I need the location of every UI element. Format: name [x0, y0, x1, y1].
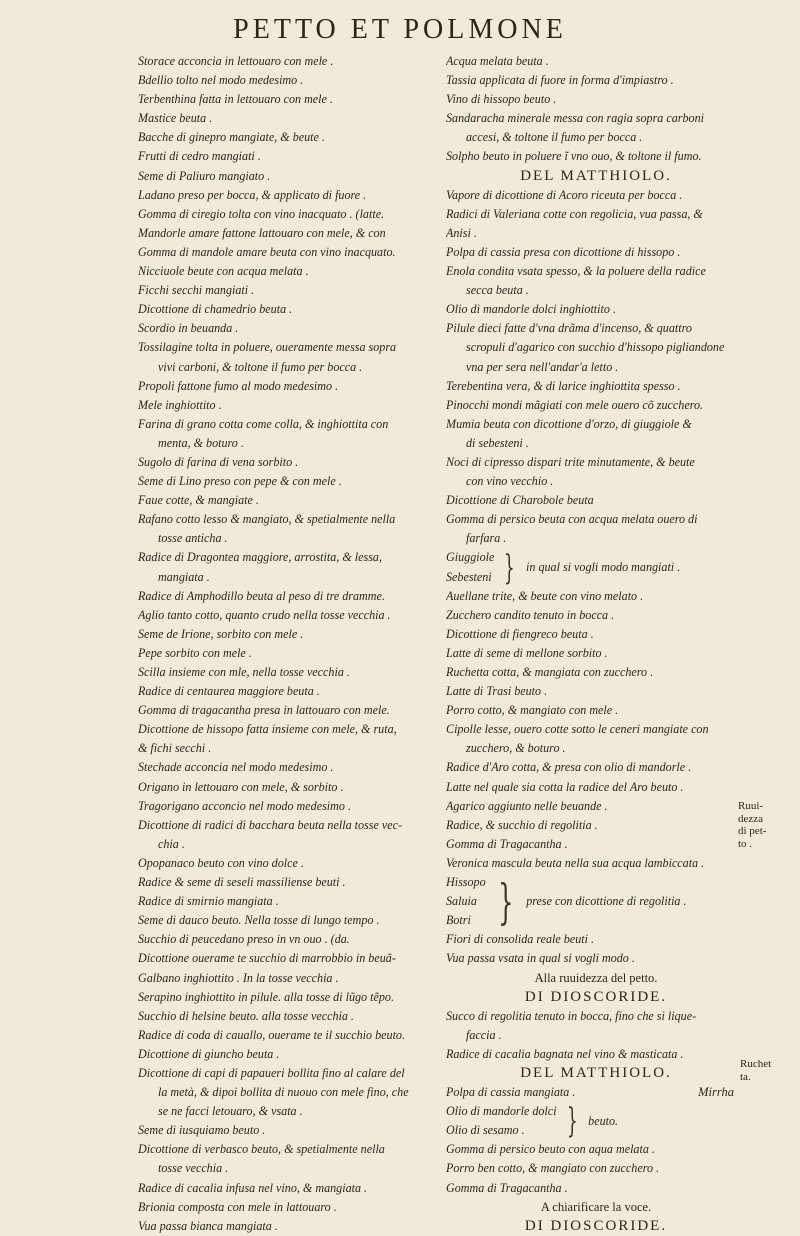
- remedy-line: scropuli d'agarico con succhio d'hissopo pigliandone: [466, 340, 725, 355]
- remedy-line: Dicottione di capi di papaueri bollita fino al calare del: [138, 1065, 405, 1080]
- section-heading: DEL MATTHIOLO.: [520, 167, 672, 184]
- remedy-line: Succo di regolitia tenuto in bocca, fino che si lique-: [446, 1008, 697, 1023]
- remedy-line: Latte di seme di mellone sorbito .: [446, 645, 608, 660]
- group-tail: in qual si vogli modo mangiati .: [526, 560, 681, 575]
- remedy-line: Seme di dauco beuto. Nella tosse di lungo tempo .: [138, 913, 380, 928]
- section-heading: DI DIOSCORIDE.: [524, 1217, 668, 1234]
- remedy-line: Enola condita vsata spesso, & la poluere della radice: [446, 264, 706, 279]
- remedy-line: Mastice beuta .: [138, 111, 213, 126]
- remedy-line: Ficchi secchi mangiati .: [138, 283, 255, 298]
- remedy-line: Acqua melata beuta .: [446, 54, 549, 68]
- remedy-line: Porro ben cotto, & mangiato con zucchero .: [446, 1161, 660, 1176]
- remedy-line: Olio di sesamo .: [446, 1123, 525, 1138]
- remedy-line: Gomma di mandole amare beuta con vino inacquato.: [138, 244, 396, 259]
- remedy-line: vna per sera nell'andar'a letto .: [466, 359, 619, 374]
- remedy-line: Opopanaco beuto con vino dolce .: [138, 855, 304, 870]
- remedy-line: Ladano preso per bocca, & applicato di fuore .: [138, 187, 367, 202]
- remedy-line: tosse vecchia .: [158, 1161, 229, 1176]
- remedy-line: Brionia composta con mele in lattouaro .: [138, 1199, 337, 1214]
- remedy-line: Pilule dieci fatte d'vna drãma d'incenso, & quattro: [446, 321, 692, 336]
- remedy-line: Tassia applicata di fuore in forma d'impiastro .: [446, 73, 674, 88]
- remedy-line: Scilla insieme con mle, nella tosse vecchia .: [138, 665, 350, 679]
- remedy-line: Gomma di persico beuto con aqua melata .: [446, 1142, 655, 1157]
- remedy-line: Mumia beuta con dicottione d'orzo, di giuggiole &: [446, 416, 692, 431]
- remedy-line: chia .: [158, 836, 185, 851]
- remedy-line: Radice di cacalia infusa nel vino, & mangiata .: [138, 1180, 368, 1195]
- remedy-group-hissopo: [446, 873, 746, 930]
- remedy-line: Zucchero candito tenuto in bocca .: [446, 607, 615, 622]
- remedy-line: zucchero, & boturo .: [466, 741, 566, 756]
- remedy-line: Noci di cipresso dispari trite minutamente, & beute: [446, 454, 695, 469]
- group-tail: prese con dicottione di regolitia .: [526, 894, 687, 909]
- remedy-line: Stechade acconcia nel modo medesimo .: [138, 760, 334, 775]
- remedy-line: Olio di mandorle dolci: [446, 1104, 557, 1119]
- remedy-line: Giuggiole: [446, 550, 495, 565]
- remedy-line: Dicottione de hissopo fatta insieme con mele, & ruta,: [138, 722, 397, 737]
- remedy-line: Gomma di ciregio tolta con vino inacquato . (latte.: [138, 206, 385, 221]
- remedy-line: Storace acconcia in lettouaro con mele .: [138, 54, 334, 68]
- remedy-line: Polpa di cassia mangiata .: [446, 1085, 576, 1100]
- remedy-line: Scordio in beuanda .: [138, 321, 239, 336]
- remedy-line: Saluia: [446, 894, 477, 909]
- margin-note: Ruchet ta.: [740, 1058, 772, 1083]
- remedy-line: secca beuta .: [466, 283, 529, 298]
- remedy-line: Agarico aggiunto nelle beuande .: [446, 798, 608, 813]
- remedy-line: Rafano cotto lesso & mangiato, & spetialmente nella: [138, 512, 396, 527]
- remedy-line: con vino vecchio .: [466, 474, 554, 489]
- brace-symbol: }: [504, 547, 516, 588]
- remedy-line: Radice di Amphodillo beuta al peso di tre dramme.: [138, 588, 385, 603]
- group-tail: beuto.: [588, 1113, 619, 1128]
- remedy-line: Terbenthina fatta in lettouaro con mele .: [138, 92, 333, 107]
- remedy-line: Radice d'Aro cotta, & presa con olio di mandorle .: [446, 760, 692, 775]
- remedy-line: Vua passa vsata in qual si vogli modo .: [446, 951, 635, 966]
- remedy-line: Seme de Irione, sorbito con mele .: [138, 626, 304, 641]
- remedy-line: Veronica masculа beuta nella sua acqua lambiccata .: [446, 855, 705, 870]
- remedy-line: mangiata .: [158, 569, 210, 584]
- remedy-line: Mele inghiottito .: [138, 397, 222, 412]
- remedy-group-olio: [446, 1102, 746, 1140]
- remedy-line: Dicottione di fiengreco beuta .: [446, 626, 594, 641]
- remedy-line: Latte di Trasi beuto .: [446, 684, 548, 699]
- margin-note: Ruui- dezza di pet- to .: [738, 800, 767, 850]
- remedy-line: Origano in lettouaro con mele, & sorbito .: [138, 779, 344, 794]
- remedy-line: Solpho beuto in poluere ĩ vno ouo, & toltone il fumo.: [446, 149, 702, 164]
- remedy-line: Sebesteni: [446, 569, 492, 584]
- remedy-line: Vapore di dicottione di Acoro riceuta per bocca .: [446, 187, 683, 202]
- remedy-line: faccia .: [466, 1027, 502, 1042]
- remedy-group-giuggiole: [446, 548, 746, 586]
- remedy-line: Radice di coda di cauallo, ouerame te il succhio beuto.: [138, 1027, 406, 1042]
- remedy-line: Bdellio tolto nel modo medesimo .: [138, 73, 304, 88]
- page-title: PETTO ET POLMONE: [233, 14, 567, 45]
- remedy-line: Vua passa bianca mangiata .: [138, 1218, 278, 1233]
- remedy-line: Latte nel quale sia cotta la radice del Aro beuto .: [446, 779, 684, 794]
- remedy-line: Tragorigano acconcio nel modo medesimo .: [138, 798, 351, 813]
- remedy-line: la metà, & dipoi bollita di nuouo con mele fino, che: [158, 1085, 409, 1100]
- remedy-line: vivi carboni, & toltone il fumo per bocca .: [158, 359, 363, 374]
- remedy-line: Faue cotte, & mangiate .: [138, 493, 259, 508]
- remedy-line: Radici di Valeriana cotte con regolicia, vua passa, &: [446, 206, 703, 221]
- remedy-line: Pepe sorbito con mele .: [138, 645, 252, 660]
- remedy-line: Anisi .: [446, 225, 477, 240]
- remedy-line: tosse anticha .: [158, 531, 228, 546]
- remedy-line: farfara .: [466, 531, 507, 546]
- remedy-line: Gomma di tragacantha presa in lattouaro con mele.: [138, 703, 390, 718]
- remedy-line: Fiori di consolida reale beuti .: [446, 932, 595, 947]
- remedy-line: Cipolle lesse, ouero cotte sotto le ceneri mangiate con: [446, 722, 709, 737]
- remedy-line: Aglio tanto cotto, quanto crudo nella tosse vecchia .: [138, 607, 391, 622]
- remedy-line: Gomma di persico beuta con acqua melata ouero di: [446, 512, 698, 527]
- remedy-line: Dicottione ouerame te succhio di marrobbio in beuã-: [138, 951, 396, 966]
- remedy-line: Radice di centaurea maggiore beuta .: [138, 684, 320, 699]
- remedy-line: accesi, & toltone il fumo per bocca .: [466, 130, 643, 145]
- section-heading: DI DIOSCORIDE.: [524, 988, 668, 1005]
- remedy-line: & fichi secchi .: [138, 741, 212, 756]
- remedy-line: Bacche di ginepro mangiate, & beute .: [138, 130, 325, 145]
- section-heading: DEL MATTHIOLO.: [520, 1064, 672, 1081]
- remedy-line: Sugolo di farina di vena sorbito .: [138, 454, 299, 469]
- remedy-line: menta, & boturo .: [158, 435, 244, 450]
- brace-symbol: }: [566, 1101, 578, 1142]
- remedy-line: Botri: [446, 913, 471, 928]
- remedy-line: Dicottione di verbasco beuto, & spetialmente nella: [138, 1142, 385, 1157]
- remedy-line: Farina di grano cotta come colla, & inghiottita con: [138, 416, 389, 431]
- remedy-line: se ne facci letouaro, & vsata .: [158, 1104, 303, 1119]
- section-subheading: Alla ruuidezza del petto.: [534, 970, 658, 985]
- remedy-line: Ruchetta cotta, & mangiata con zucchero .: [446, 665, 654, 679]
- remedy-line: Radice di cacalia bagnata nel vino & masticata .: [446, 1046, 684, 1061]
- remedy-line: Frutti di cedro mangiati .: [138, 149, 261, 164]
- section-subheading: A chiarificare la voce.: [540, 1199, 652, 1214]
- remedy-line: Seme di Lino preso con pepe & con mele .: [138, 474, 342, 489]
- remedy-line: di sebesteni .: [466, 435, 529, 450]
- remedy-line: Mandorle amare fattone lattouaro con mele, & con: [138, 225, 386, 240]
- remedy-line: Dicottione di radici di bacchara beuta nella tosse vec-: [138, 817, 402, 832]
- remedy-line: Auellane trite, & beute con vino melato .: [446, 588, 644, 603]
- remedy-line: Porro cotto, & mangiato con mele .: [446, 703, 619, 718]
- remedy-line: Seme di iusquiamo beuto .: [138, 1123, 266, 1138]
- remedy-line: Vino di hissopo beuto .: [446, 92, 557, 107]
- remedy-line: Seme di Paliuro mangiato .: [138, 168, 271, 183]
- remedy-line: Olio di mandorle dolci inghiottito .: [446, 302, 616, 317]
- remedy-line: Radice, & succhio di regolitia .: [446, 817, 598, 832]
- right-column: [446, 52, 746, 1236]
- remedy-line: Propoli fattone fumo al modo medesimo .: [138, 378, 339, 393]
- remedy-line: Tossilagine tolta in poluere, oueramente messa sopra: [138, 340, 397, 355]
- remedy-line: Dicottione di giuncho beuta .: [138, 1046, 280, 1061]
- remedy-line: Serapino inghiottito in pilule. alla tosse di lũgo tẽpo.: [138, 989, 394, 1004]
- remedy-line: Hissopo: [446, 875, 486, 890]
- remedy-line: Galbano inghiottito . In la tosse vecchia .: [138, 970, 339, 985]
- remedy-line: Gomma di Tragacantha .: [446, 836, 568, 851]
- brace-symbol: }: [497, 873, 514, 930]
- remedy-line: Terebentina vera, & di larice inghiottita spesso .: [446, 378, 681, 393]
- left-column: [138, 52, 438, 1236]
- remedy-line: Radice di smirnio mangiata .: [138, 894, 279, 909]
- remedy-line: Polpa di cassia presa con dicottione di hissopo .: [446, 244, 681, 259]
- remedy-line: Radice & seme di seseli massiliense beuti .: [138, 875, 346, 890]
- catchword: Mirrha: [698, 1085, 734, 1099]
- remedy-line: Gomma di Tragacantha .: [446, 1180, 568, 1195]
- remedy-line: Dicottione di chamedrio beuta .: [138, 302, 293, 317]
- remedy-line: Radice di Dragontea maggiore, arrostita, & lessa,: [138, 550, 382, 565]
- remedy-line: Dicottione di Charobole beuta: [446, 493, 594, 508]
- remedy-line: Sandaracha minerale messa con ragia sopra carboni: [446, 111, 704, 126]
- remedy-line: Succhio di helsine beuto. alla tosse vecchia .: [138, 1008, 354, 1023]
- remedy-line: Succhio di peucedano preso in vn ouo . (da.: [138, 932, 350, 947]
- remedy-line: Nicciuole beute con acqua melata .: [138, 264, 309, 279]
- remedy-line: Pinocchi mondi mãgiati con mele ouero cõ zucchero.: [446, 397, 704, 412]
